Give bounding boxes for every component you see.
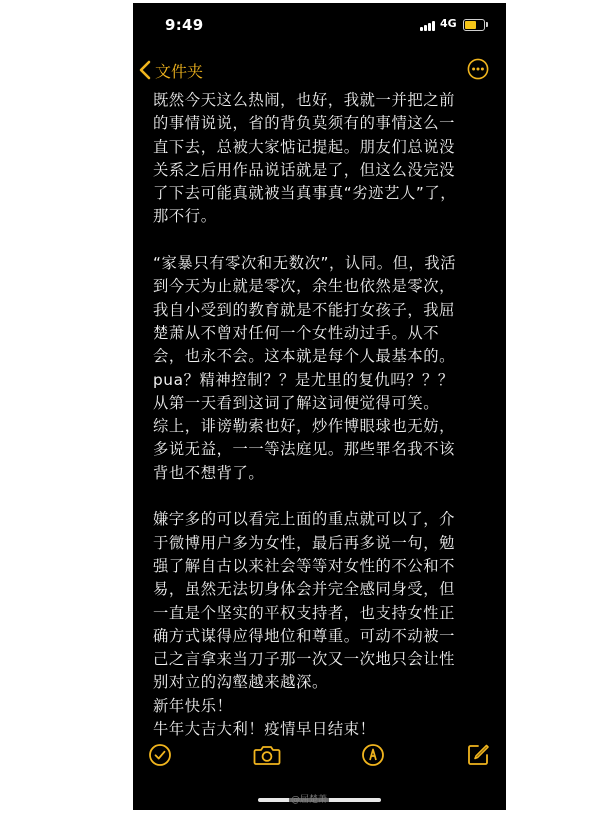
note-line: 确方式谋得应得地位和尊重。可动不动被一: [153, 626, 456, 645]
note-line: 一直是个坚实的平权支持者，也支持女性正: [153, 603, 456, 622]
compose-icon: [466, 743, 490, 767]
note-line: 那不行。: [153, 207, 217, 226]
watermark: @屈楚萧: [289, 792, 329, 805]
note-line: 多说无益，一一等法庭见。那些罪名我不该: [153, 440, 456, 459]
note-line: 易，虽然无法切身体会并完全感同身受，但: [153, 580, 456, 599]
compose-button[interactable]: [466, 743, 490, 767]
battery-level: [465, 21, 476, 29]
note-line: 关系之后用作品说话就是了，但这么没完没: [153, 160, 456, 179]
note-line: 我自小受到的教育就是不能打女孩子，我屈: [153, 300, 456, 319]
note-line: 直下去，总被大家惦记提起。朋友们总说没: [153, 137, 456, 156]
note-line: 新年快乐！: [153, 696, 233, 715]
note-line: 背也不想背了。: [153, 463, 265, 482]
status-time: 9:49: [165, 16, 204, 34]
checklist-button[interactable]: [148, 743, 172, 767]
markup-button[interactable]: [361, 743, 385, 767]
note-line: 嫌字多的可以看完上面的重点就可以了，介: [153, 510, 456, 529]
note-line: 己之言拿来当刀子那一次又一次地只会让性: [153, 650, 456, 669]
paragraph-gap: [153, 229, 498, 252]
network-type: 4G: [440, 17, 457, 30]
signal-icon: [420, 21, 438, 31]
note-line: 既然今天这么热闹，也好，我就一并把之前: [153, 91, 456, 109]
status-bar: [133, 3, 506, 47]
note-body[interactable]: [153, 89, 498, 741]
battery-cap: [486, 22, 488, 27]
ellipsis-circle-icon: [467, 58, 489, 80]
note-line: 到今天为止就是零次，余生也依然是零次，: [153, 277, 456, 296]
more-button[interactable]: [467, 58, 489, 80]
back-button[interactable]: [139, 57, 203, 83]
note-line: 会，也永不会。这本就是每个人最基本的。: [153, 347, 456, 366]
back-label: 文件夹: [155, 61, 204, 81]
battery-icon: [463, 19, 485, 31]
camera-button[interactable]: [253, 743, 281, 767]
note-line: “家暴只有零次和无数次”，认同。但，我活: [153, 254, 457, 273]
note-line: 楚萧从不曾对任何一个女性动过手。从不: [153, 323, 440, 342]
note-line: 牛年大吉大利！疫情早日结束！: [153, 720, 376, 739]
camera-icon: [253, 743, 281, 767]
markup-icon: [361, 743, 385, 767]
note-line: 强了解自古以来社会等等对女性的不公和不: [153, 556, 456, 575]
note-line: pua？精神控制？？是尤里的复仇吗？？？: [153, 370, 454, 389]
notes-screen: [133, 3, 506, 810]
note-line: 的事情说说，省的背负莫须有的事情这么一: [153, 114, 456, 133]
checklist-icon: [148, 743, 172, 767]
note-line: 了下去可能真就被当真事真“劣迹艺人”了，: [153, 184, 457, 203]
note-line: 从第一天看到这词了解这词便觉得可笑。: [153, 393, 440, 412]
paragraph-gap: [153, 485, 498, 508]
chevron-left-icon: [139, 60, 151, 80]
note-line: 综上，诽谤勒索也好，炒作博眼球也无妨，: [153, 417, 456, 436]
note-line: 别对立的沟壑越来越深。: [153, 673, 328, 692]
note-line: 于微博用户多为女性，最后再多说一句，勉: [153, 533, 456, 552]
